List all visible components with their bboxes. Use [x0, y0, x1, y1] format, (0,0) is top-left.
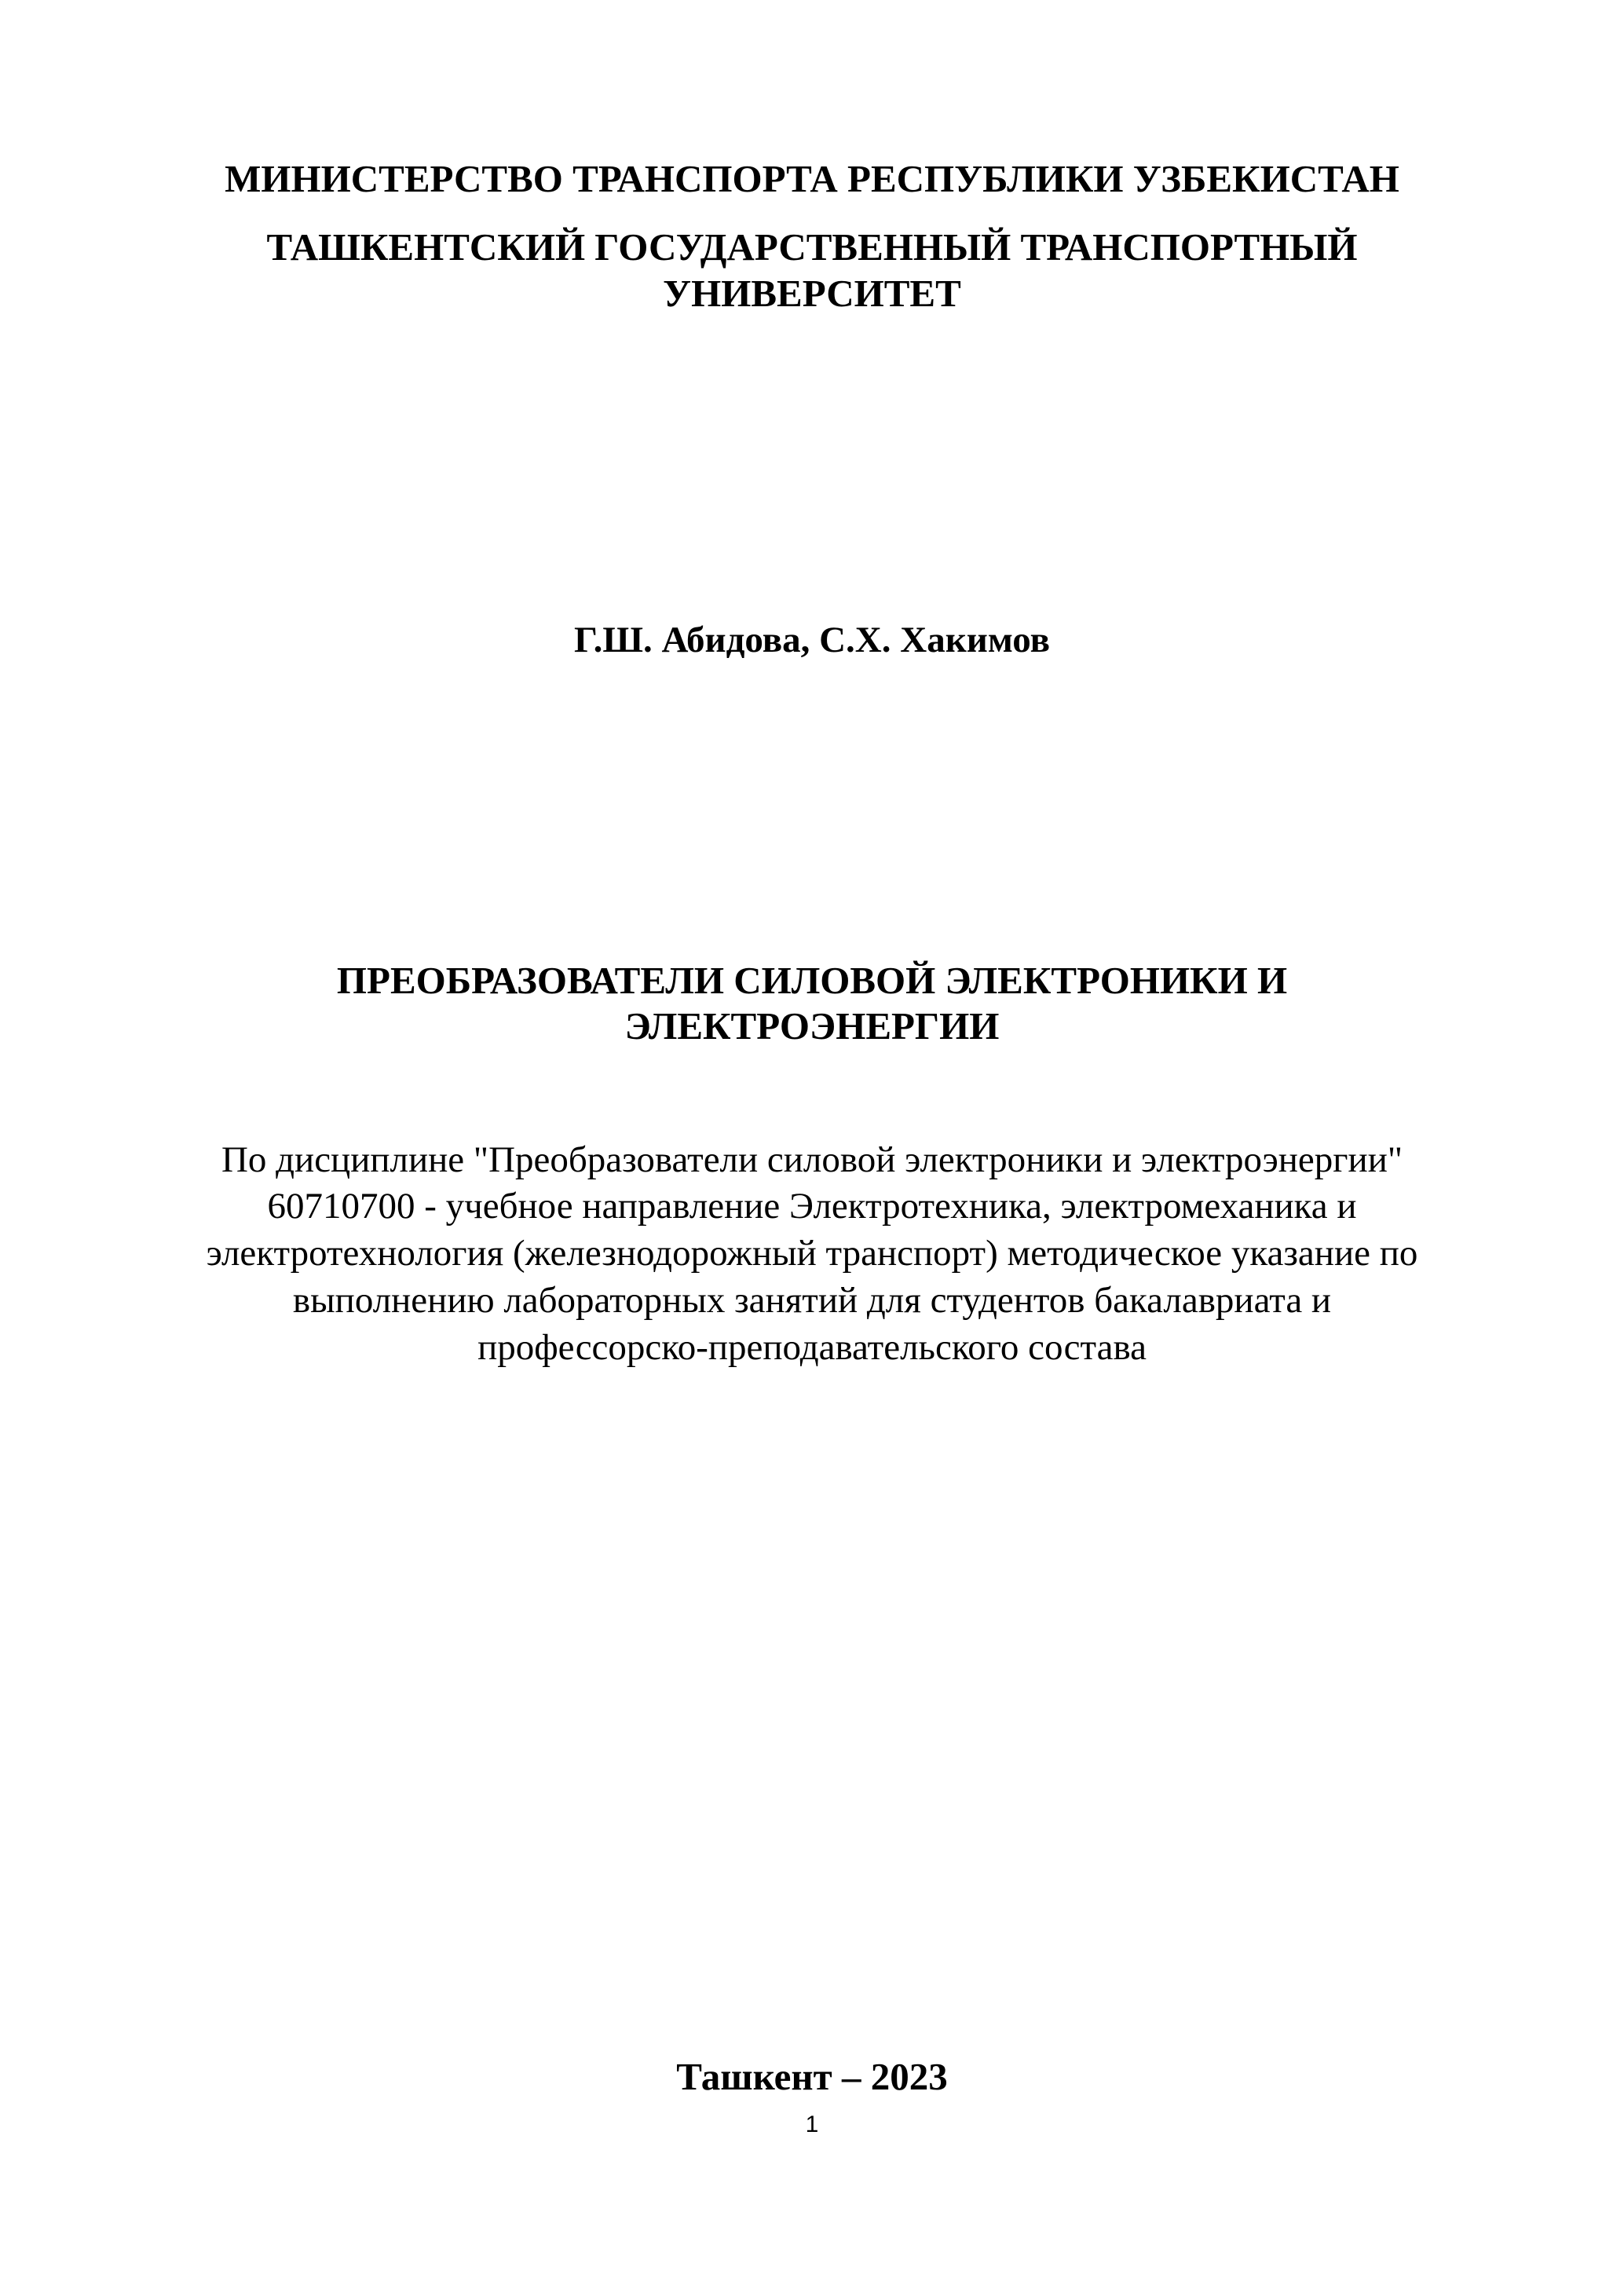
authors: Г.Ш. Абидова, С.Х. Хакимов [574, 620, 1050, 660]
description-line: По дисциплине "Преобразователи силовой электроники и электроэнергии" [221, 1139, 1403, 1180]
university-heading-line-2: УНИВЕРСИТЕТ [663, 272, 961, 315]
ministry-heading: МИНИСТЕРСТВО ТРАНСПОРТА РЕСПУБЛИКИ УЗБЕКИСТАН [225, 157, 1399, 200]
document-title-line-1: ПРЕОБРАЗОВАТЕЛИ СИЛОВОЙ ЭЛЕКТРОНИКИ И [336, 959, 1288, 1002]
university-heading-line-1: ТАШКЕНТСКИЙ ГОСУДАРСТВЕННЫЙ ТРАНСПОРТНЫЙ [266, 225, 1358, 269]
city-year: Ташкент – 2023 [676, 2055, 948, 2098]
description-line: выполнению лабораторных занятий для студентов бакалавриата и [292, 1280, 1332, 1321]
description-line: электротехнология (железнодорожный транспорт) методическое указание по [206, 1233, 1418, 1274]
description-line: 60710700 - учебное направление Электротехника, электромеханика и [267, 1186, 1357, 1227]
document-title-line-2: ЭЛЕКТРОЭНЕРГИИ [624, 1004, 1000, 1047]
description-line: профессорско-преподавательского состава [477, 1327, 1147, 1368]
page-number: 1 [805, 2111, 819, 2137]
